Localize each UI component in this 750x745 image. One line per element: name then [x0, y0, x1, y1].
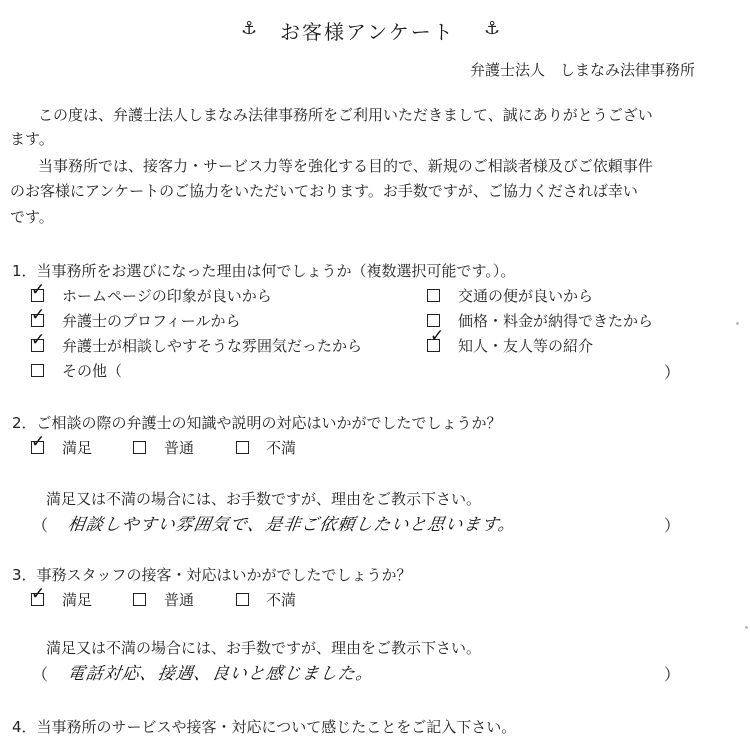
checkbox-q2-dissatisfied[interactable] [236, 441, 249, 454]
page-title: お客様アンケート [280, 20, 455, 44]
checkmark-icon: ✓ [430, 326, 445, 346]
checkmark-icon: ✓ [31, 280, 46, 300]
q2-handwritten-answer: 相談しやすい雰囲気で、是非ご依頼したいと思います。 [66, 515, 518, 535]
intro-line-2: ます。 [10, 130, 54, 148]
option-price: 価格・料金が納得できたから [458, 312, 654, 330]
checkbox-q3-normal[interactable] [133, 593, 146, 606]
scan-speck [736, 322, 739, 325]
option-q3-satisfied: 満足 [62, 591, 93, 609]
intro-line-4: のお客様にアンケートのご協力をいただいております。お手数ですが、ご協力くだされば幸い [10, 182, 638, 200]
q2-close-paren: ） [664, 516, 681, 535]
option-q3-dissatisfied: 不満 [266, 591, 297, 609]
option-access: 交通の便が良いから [458, 287, 594, 305]
anchor-icon: ⚓ [241, 18, 258, 39]
q3-close-paren: ） [664, 665, 681, 684]
scan-speck [745, 626, 748, 629]
checkmark-icon: ✓ [31, 330, 46, 350]
option-referral: 知人・友人等の紹介 [458, 337, 594, 355]
checkmark-icon: ✓ [31, 432, 46, 452]
checkmark-icon: ✓ [31, 305, 46, 325]
anchor-icon: ⚓ [484, 18, 501, 39]
option-profile: 弁護士のプロフィールから [62, 312, 241, 330]
option-homepage: ホームページの印象が良いから [62, 287, 272, 305]
checkbox-other[interactable] [31, 364, 44, 377]
option-q2-dissatisfied: 不満 [266, 439, 297, 457]
checkbox-q2-normal[interactable] [133, 441, 146, 454]
q3-open-paren: （ [32, 665, 49, 684]
option-atmosphere: 弁護士が相談しやすそうな雰囲気だったから [62, 337, 363, 355]
q2-open-paren: （ [32, 516, 49, 535]
checkbox-access[interactable] [427, 289, 440, 302]
intro-line-1: この度は、弁護士法人しまなみ法律事務所をご利用いただきまして、誠にありがとうござい [38, 106, 653, 124]
q2-reason-prompt: 満足又は不満の場合には、お手数ですが、理由をご教示下さい。 [46, 490, 482, 508]
q3-reason-prompt: 満足又は不満の場合には、お手数ですが、理由をご教示下さい。 [46, 639, 482, 657]
checkbox-q3-dissatisfied[interactable] [236, 593, 249, 606]
question-4: 4．当事務所のサービスや接客・対応について感じたことをご記入下さい。 [12, 718, 517, 736]
q3-handwritten-answer: 電話対応、接遇、良いと感じました。 [66, 664, 376, 684]
checkmark-icon: ✓ [31, 584, 46, 604]
question-3: 3．事務スタッフの接客・対応はいかがでしたでしょうか？ [12, 566, 412, 584]
intro-line-5: です。 [10, 208, 54, 226]
intro-line-3: 当事務所では、接客力・サービス力等を強化する目的で、新規のご相談者様及びご依頼事件 [38, 157, 653, 175]
option-q2-satisfied: 満足 [62, 439, 93, 457]
option-other: その他（ [62, 362, 123, 380]
other-close-paren: ） [664, 363, 681, 382]
firm-name: 弁護士法人 しまなみ法律事務所 [470, 61, 696, 79]
question-1: 1．当事務所をお選びになった理由は何でしょうか（複数選択可能です。）。 [12, 262, 516, 280]
option-q2-normal: 普通 [164, 439, 195, 457]
question-2: 2．ご相談の際の弁護士の知識や説明の対応はいかがでしたでしょうか？ [12, 414, 502, 432]
option-q3-normal: 普通 [164, 591, 195, 609]
